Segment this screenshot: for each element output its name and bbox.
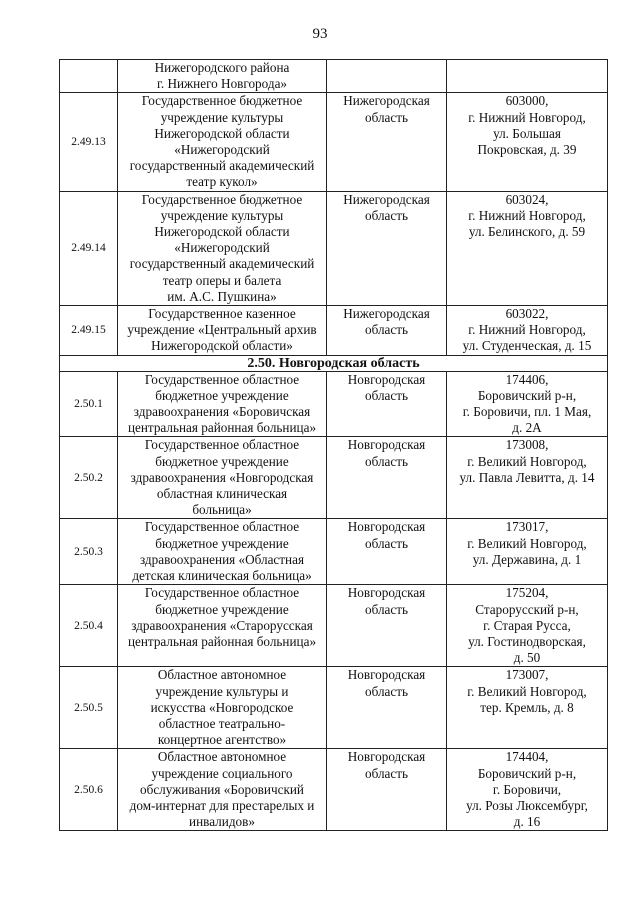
organizations-table xyxy=(59,59,608,831)
institution-name: Государственное областное бюджетное учреждение здравоохранения «Областная детская клиническая больница» xyxy=(118,519,327,585)
institution-name: Государственное областное бюджетное учреждение здравоохранения «Боровичская центральная районная больница» xyxy=(118,371,327,437)
address: 603024, г. Нижний Новгород, ул. Белинского, д. 59 xyxy=(447,191,608,305)
institution-name: Государственное бюджетное учреждение культуры Нижегородской области «Нижегородский государственный академический театр кукол» xyxy=(118,93,327,191)
table-body-after xyxy=(60,371,608,831)
address: 175204, Старорусский р-н, г. Старая Русса, ул. Гостинодворская, д. 50 xyxy=(447,585,608,667)
table-row xyxy=(60,667,608,749)
address xyxy=(447,60,608,93)
table-row xyxy=(60,371,608,437)
table-row xyxy=(60,306,608,356)
section-title: 2.50. Новгородская область xyxy=(60,355,608,371)
table-row xyxy=(60,93,608,191)
region: Новгородская область xyxy=(327,371,447,437)
row-number: 2.50.3 xyxy=(60,519,118,585)
region: Новгородская область xyxy=(327,519,447,585)
row-number: 2.49.13 xyxy=(60,93,118,191)
region: Новгородская область xyxy=(327,585,447,667)
region: Нижегородская область xyxy=(327,306,447,356)
row-number: 2.50.5 xyxy=(60,667,118,749)
address: 174406, Боровичский р-н, г. Боровичи, пл. 1 Мая, д. 2А xyxy=(447,371,608,437)
table-row xyxy=(60,191,608,305)
page-number: 93 xyxy=(312,26,328,42)
table-row xyxy=(60,585,608,667)
section-body xyxy=(60,355,608,371)
institution-name: Областное автономное учреждение культуры и искусства «Новгородское областное театрально- концертное агентство» xyxy=(118,667,327,749)
row-number xyxy=(60,60,118,93)
institution-name: Государственное казенное учреждение «Центральный архив Нижегородской области» xyxy=(118,306,327,356)
table-row xyxy=(60,60,608,93)
row-number: 2.50.2 xyxy=(60,437,118,519)
region: Нижегородская область xyxy=(327,93,447,191)
row-number: 2.50.6 xyxy=(60,749,118,831)
row-number: 2.50.4 xyxy=(60,585,118,667)
address: 174404, Боровичский р-н, г. Боровичи, ул. Розы Люксембург, д. 16 xyxy=(447,749,608,831)
institution-name: Государственное областное бюджетное учреждение здравоохранения «Новгородская областная клиническая больница» xyxy=(118,437,327,519)
region xyxy=(327,60,447,93)
table-row xyxy=(60,437,608,519)
region: Новгородская область xyxy=(327,437,447,519)
section-header-row xyxy=(60,355,608,371)
region: Новгородская область xyxy=(327,667,447,749)
row-number: 2.49.14 xyxy=(60,191,118,305)
institution-name: Областное автономное учреждение социального обслуживания «Боровичский дом-интернат для престарелых и инвалидов» xyxy=(118,749,327,831)
institution-name: Нижегородского района г. Нижнего Новгорода» xyxy=(118,60,327,93)
table-row xyxy=(60,749,608,831)
table-row xyxy=(60,519,608,585)
address: 173017, г. Великий Новгород, ул. Державина, д. 1 xyxy=(447,519,608,585)
address: 173007, г. Великий Новгород, тер. Кремль, д. 8 xyxy=(447,667,608,749)
address: 173008, г. Великий Новгород, ул. Павла Левитта, д. 14 xyxy=(447,437,608,519)
address: 603022, г. Нижний Новгород, ул. Студенческая, д. 15 xyxy=(447,306,608,356)
institution-name: Государственное бюджетное учреждение культуры Нижегородской области «Нижегородский государственный академический театр оперы и балета им. А.С. Пушкина» xyxy=(118,191,327,305)
row-number: 2.50.1 xyxy=(60,371,118,437)
address: 603000, г. Нижний Новгород, ул. Большая Покровская, д. 39 xyxy=(447,93,608,191)
table-body-before xyxy=(60,60,608,356)
institution-name: Государственное областное бюджетное учреждение здравоохранения «Старорусская центральная районная больница» xyxy=(118,585,327,667)
region: Нижегородская область xyxy=(327,191,447,305)
row-number: 2.49.15 xyxy=(60,306,118,356)
region: Новгородская область xyxy=(327,749,447,831)
